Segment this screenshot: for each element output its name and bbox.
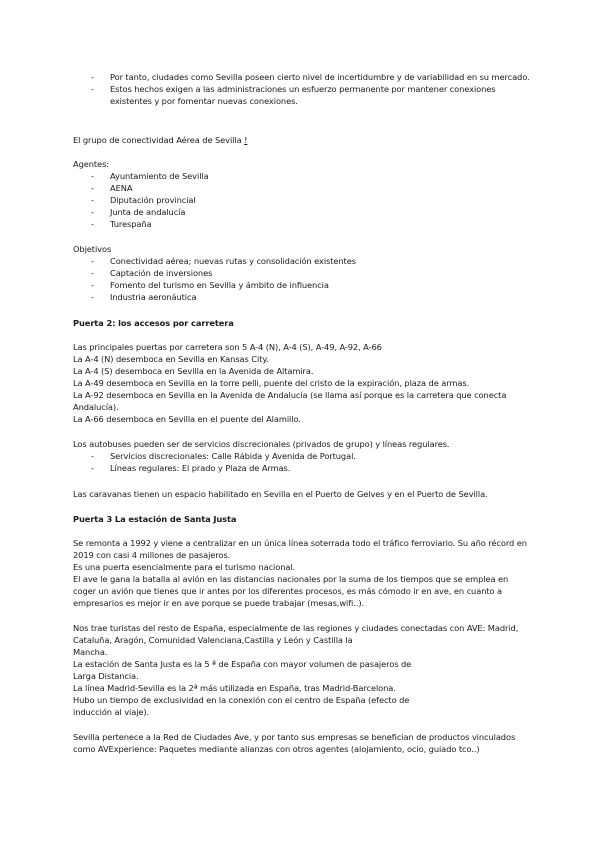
text-line: Se remonta a 1992 y viene a centralizar en un única línea soterrada todo el tráfico ferroviario. Su año récord en 2019 con casi 4 millones de pasajeros. xyxy=(73,538,527,560)
list-item: - Conectividad aérea; nuevas rutas y consolidación existentes xyxy=(73,255,533,267)
puerta3-heading xyxy=(73,513,533,525)
text-line: Mancha. xyxy=(73,647,108,657)
list-item: - Diputación provincial xyxy=(73,194,533,206)
list-item: - Fomento del turismo en Sevilla y ámbito de influencia xyxy=(73,279,533,291)
text-line: Nos trae turistas del resto de España, especialmente de las regiones y ciudades conectadas con AVE: Madrid, Cataluña, Aragón, Comunidad Valenciana,Castilla y León y Castilla la xyxy=(73,623,519,645)
text-line: El ave le gana la batalla al avión en las distancias nacionales por la suma de los tiempos que se emplea en coger un avión que tienes que ir antes por los diferentes procesos, es más cómodo ir en ave, en cuanto a empresarios es mejor ir en ave porque se puede trabajar (mesas,wifi..). xyxy=(73,574,509,608)
list-item: - Estos hechos exigen a las administraciones un esfuerzo permanente por mantener conexiones existentes y por fomentar nuevas conexiones. xyxy=(73,83,533,107)
puerta3-para1 xyxy=(73,537,533,609)
text-line: Es una puerta esencialmente para el turismo nacional. xyxy=(73,562,296,572)
grupo-title-mark: ! xyxy=(244,135,248,145)
section-heading: Puerta 3 La estación de Santa Justa xyxy=(73,514,237,524)
list-item: - Por tanto, ciudades como Sevilla poseen cierto nivel de incertidumbre y de variabilidad en su mercado. xyxy=(73,71,533,83)
list-item: - Servicios discrecionales: Calle Rábida y Avenida de Portugal. xyxy=(73,450,533,462)
list-item: - Ayuntamiento de Sevilla xyxy=(73,170,533,182)
list-item: - Industria aeronáutica xyxy=(73,291,533,303)
intro-bullet-list xyxy=(73,71,533,107)
agentes-label: Agentes: xyxy=(73,159,109,169)
list-item: - Turespaña xyxy=(73,218,533,230)
text-line: Las caravanas tienen un espacio habilitado en Sevilla en el Puerto de Gelves y en el Puerto de Sevilla. xyxy=(73,489,488,499)
puerta2-heading xyxy=(73,317,533,329)
text-line: Hubo un tiempo de exclusividad en la conexión con el centro de España (efecto de xyxy=(73,695,410,705)
section-heading: Puerta 2: los accesos por carretera xyxy=(73,318,234,328)
puerta3-para2 xyxy=(73,622,533,718)
objetivos-label: Objetivos xyxy=(73,244,112,254)
text-line: La A-4 (S) desemboca en Sevilla en la Avenida de Altamira. xyxy=(73,366,314,376)
text-line: La A-4 (N) desemboca en Sevilla en Kansas City. xyxy=(73,354,269,364)
list-item: - Junta de andalucía xyxy=(73,206,533,218)
list-item: - Líneas regulares: El prado y Plaza de Armas. xyxy=(73,462,533,474)
list-item: - Captación de inversiones xyxy=(73,267,533,279)
autobuses-text: Los autobuses pueden ser de servicios discrecionales (privados de grupo) y líneas regulares. xyxy=(73,439,450,449)
puerta3-para3 xyxy=(73,731,533,755)
text-line: inducción al viaje). xyxy=(73,707,150,717)
text-line: Larga Distancia. xyxy=(73,671,139,681)
text-line: La A-49 desemboca en Sevilla en la torre pelli, puente del cristo de la expiración, plaza de armas. xyxy=(73,378,470,388)
text-line: La estación de Santa Justa es la 5 ª de España con mayor volumen de pasajeros de xyxy=(73,659,412,669)
puerta2-lines xyxy=(73,341,533,425)
text-line: La A-66 desemboca en Sevilla en el puente del Alamillo. xyxy=(73,414,301,424)
text-line: La A-92 desemboca en Sevilla en la Avenida de Andalucía (se llama así porque es la carretera que conecta Andalucía). xyxy=(73,390,507,412)
caravanas-text xyxy=(73,488,533,500)
objetivos-section xyxy=(73,243,533,303)
grupo-title xyxy=(73,134,533,146)
autobuses-section xyxy=(73,438,533,474)
text-line: Las principales puertas por carretera son 5 A-4 (N), A-4 (S), A-49, A-92, A-66 xyxy=(73,342,382,352)
grupo-title-text: El grupo de conectividad Aérea de Sevilla xyxy=(73,135,242,145)
text-line: La línea Madrid-Sevilla es la 2ª más utilizada en España, tras Madrid-Barcelona. xyxy=(73,683,396,693)
list-item: - AENA xyxy=(73,182,533,194)
text-line: Sevilla pertenece a la Red de Ciudades Ave, y por tanto sus empresas se benefician de productos vinculados como AVExperience: Paquetes mediante alianzas con otros agentes (alojamiento, ocio, guiado tco..) xyxy=(73,732,516,754)
agentes-section xyxy=(73,158,533,230)
